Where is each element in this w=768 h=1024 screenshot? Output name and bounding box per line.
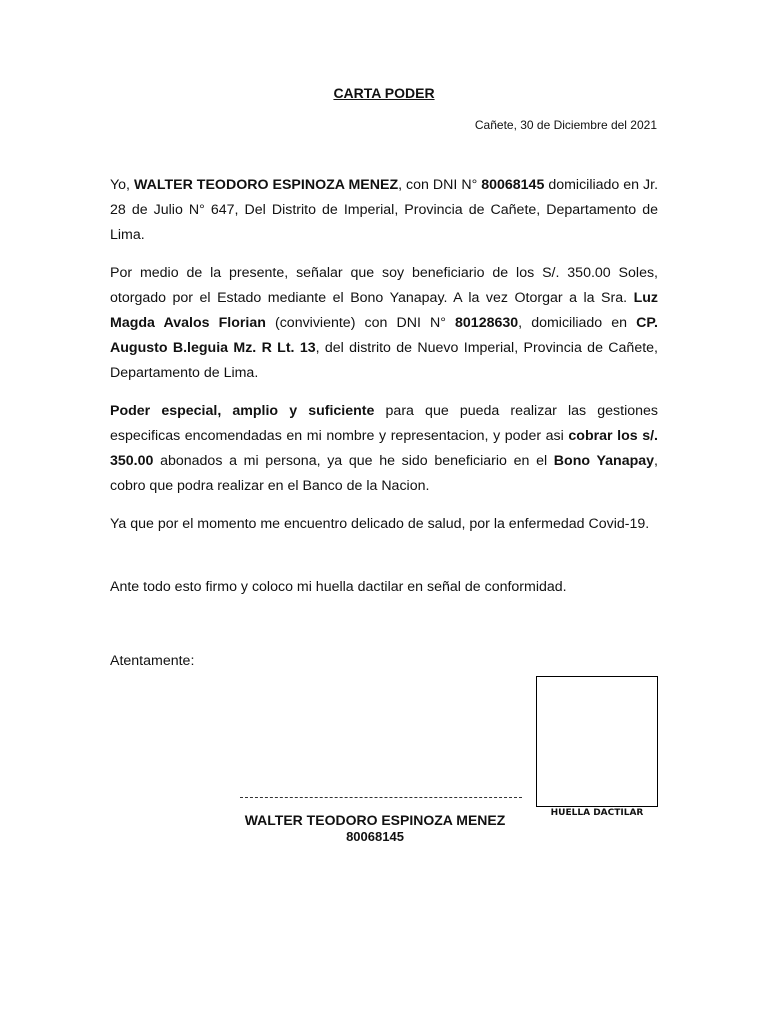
bonus-name: Bono Yanapay [553,453,655,469]
grantee-address: CP. Augusto B.leguia Mz. R Lt. 13 [110,315,658,356]
text: Yo, [110,177,134,193]
text: , con DNI N° [398,177,482,193]
closing-text: Atentamente: [110,653,195,669]
grantor-name: WALTER TEODORO ESPINOZA MENEZ [133,177,399,193]
text: abonados a mi persona, ya que he sido beneficiario en el [153,453,554,469]
amount: cobrar los s/. 350.00 [110,428,659,469]
signature-line [240,797,522,798]
text: , del distrito de Nuevo Imperial, Provincia de Cañete, Departamento de Lima. [110,340,658,381]
paragraph-conformity: Ante todo esto firmo y coloco mi huella dactilar en señal de conformidad. [110,579,567,595]
paragraph-grant [110,261,658,386]
fingerprint-box [536,676,658,807]
text: , cobro que podra realizar en el Banco de la Nacion. [110,453,658,494]
signature-name: WALTER TEODORO ESPINOZA MENEZ [244,812,506,828]
power-type: Poder especial, amplio y suficiente [110,403,375,419]
text: (conviviente) con DNI N° [265,315,456,331]
text: , domiciliado en [518,315,637,331]
paragraph-identity [110,173,658,248]
grantee-name: Luz Magda Avalos Florian [110,290,658,331]
paragraph-reason: Ya que por el momento me encuentro delicado de salud, por la enfermedad Covid-19. [110,516,650,532]
text: Por medio de la presente, señalar que soy beneficiario de los S/. 350.00 Soles, otorgado por el Estado mediante el Bono Yanapay. A la vez Otorgar a la Sra. [110,265,658,306]
document-title: CARTA PODER [333,85,435,101]
grantor-dni: 80068145 [481,177,545,193]
text: para que pueda realizar las gestiones especificas encomendadas en mi nombre y representacion, y poder asi [110,403,658,444]
document-date: Cañete, 30 de Diciembre del 2021 [474,118,657,132]
paragraph-power [110,399,658,499]
signature-dni: 80068145 [346,829,404,844]
grantee-dni: 80128630 [455,315,519,331]
fingerprint-label: HUELLA DACTILAR [550,808,644,818]
text: domiciliado en Jr. 28 de Julio N° 647, Del Distrito de Imperial, Provincia de Cañete, Departamento de Lima. [110,177,659,243]
